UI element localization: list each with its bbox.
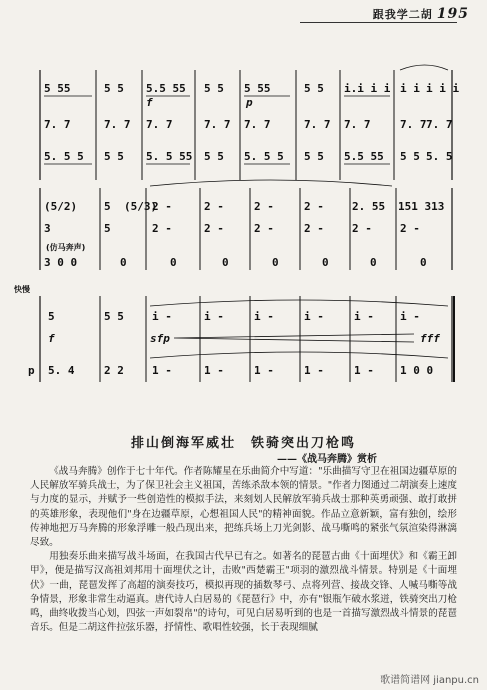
note-cell: 2 - xyxy=(254,222,274,235)
note-cell: 1 - xyxy=(152,364,172,377)
note-cell: 7. 7 xyxy=(400,118,427,131)
note-cell: 5.5 55 xyxy=(146,82,186,95)
tempo-mark: 快慢 xyxy=(14,285,30,294)
note-cell: 7. 7 xyxy=(344,118,371,131)
note-cell: 2 - xyxy=(152,222,172,235)
system1-row2 xyxy=(44,118,453,131)
note-cell: i - xyxy=(204,310,224,323)
note-cell: i i i xyxy=(426,82,460,95)
note-cell: 1 - xyxy=(304,364,324,377)
note-cell: 2. 55 xyxy=(352,200,386,213)
paragraph: 用独奏乐曲来描写战斗场面，在我国古代早已有之。如著名的琵琶古曲《十面埋伏》和《霸王卸甲》，便是描写汉高祖刘邦用十面埋伏之计，击败"西楚霸王"项羽的激烈战斗情景。特别是《十面埋伏》一曲，琵琶发挥了高超的演奏技巧，模拟再现的插数琴弓、点将列营、接战交锋、人喊马嘶等战争情景，形象非常生动逼真。唐代诗人白居易的《琵琶行》中，亦有"银瓶乍破水浆迸，铁骑突出刀枪鸣，曲终收拨当心划，四弦一声如裂帛"的诗句，可见白居易听到的也是一首描写激烈战斗情景的琵琶音乐。但是二胡这件拉弦乐器，抒情性、歌唱性较强，长于表现细腻 xyxy=(30,551,457,634)
note-cell: 5 5 xyxy=(104,310,124,323)
watermark: 歌谱简谱网 jianpu.cn xyxy=(380,675,479,686)
system2-row3 xyxy=(44,256,427,269)
note-cell: 2 - xyxy=(304,200,324,213)
note-cell: 2 - xyxy=(254,200,274,213)
note-cell: 0 xyxy=(322,256,329,269)
dynamic-mark: p xyxy=(28,364,35,377)
note-cell: 7. 7 xyxy=(426,118,453,131)
note-cell: i - xyxy=(254,310,274,323)
note-cell: 7. 7 xyxy=(304,118,331,131)
note-cell: (5/3) xyxy=(124,200,158,213)
article-subtitle: ——《战马奔腾》赏析 xyxy=(277,454,377,465)
note-cell: 5 5 xyxy=(304,150,324,163)
article-title: 排山倒海军威壮 铁骑突出刀枪鸣 xyxy=(130,436,356,451)
dynamic-mark: fff xyxy=(420,332,440,345)
note-cell: 5 xyxy=(104,200,111,213)
note-cell: 0 xyxy=(222,256,229,269)
note-cell: 1 - xyxy=(204,364,224,377)
note-cell: i - xyxy=(400,310,420,323)
note-cell: 5. 5 5 xyxy=(244,150,284,163)
note-cell: 1 0 0 xyxy=(400,364,434,377)
note-cell: 2 - xyxy=(152,200,172,213)
note-cell: 2 - xyxy=(352,222,372,235)
system2-row1 xyxy=(44,200,444,213)
note-cell: 5. 4 xyxy=(48,364,75,377)
note-cell: 5. 5 xyxy=(426,150,453,163)
note-cell: 5 5 xyxy=(104,150,124,163)
page-number: 195 xyxy=(436,6,469,22)
note-cell: 5 xyxy=(48,310,55,323)
note-cell: i - xyxy=(304,310,324,323)
note-cell: 5 5 xyxy=(400,150,420,163)
running-title: 跟我学二胡 xyxy=(372,8,433,21)
note-cell: 3 xyxy=(44,222,51,235)
note-cell: 0 xyxy=(272,256,279,269)
note-cell: 1 - xyxy=(254,364,274,377)
note-cell: 1 - xyxy=(354,364,374,377)
note-cell: 5 55 xyxy=(244,82,271,95)
note-cell: (5/2) xyxy=(44,200,78,213)
dynamic-mark: f xyxy=(146,96,153,109)
note-cell: 0 xyxy=(120,256,127,269)
note-cell: 5 5 xyxy=(204,150,224,163)
article-body xyxy=(30,465,457,635)
dynamic-mark: sfp xyxy=(150,332,170,345)
note-cell: 5 5 xyxy=(104,82,124,95)
note-cell: i - xyxy=(152,310,172,323)
dynamic-mark: p xyxy=(246,96,253,109)
note-cell: 2 - xyxy=(400,222,420,235)
note-cell: 7. 7 xyxy=(104,118,131,131)
note-cell: 5 xyxy=(104,222,111,235)
note-cell: 151 313 xyxy=(398,200,445,213)
note-cell: i.i i i xyxy=(344,82,391,95)
score-system-1 xyxy=(40,65,459,180)
part-label: (仿马奔声) xyxy=(46,243,86,252)
score-system-3 xyxy=(14,284,454,382)
note-cell: 5 5 xyxy=(304,82,324,95)
dynamic-mark: f xyxy=(48,332,55,345)
note-cell: 5. 5 5 xyxy=(44,150,84,163)
note-cell: 2 2 xyxy=(104,364,124,377)
note-cell: 2 - xyxy=(204,200,224,213)
note-cell: 7. 7 xyxy=(44,118,71,131)
system3-row1 xyxy=(48,310,420,323)
note-cell: 0 xyxy=(370,256,377,269)
note-cell: 5 55 xyxy=(44,82,71,95)
system3-row2 xyxy=(48,364,433,377)
note-cell: i - xyxy=(354,310,374,323)
note-cell: 0 xyxy=(170,256,177,269)
note-cell: 7. 7 xyxy=(244,118,271,131)
note-cell: 5.5 55 xyxy=(344,150,384,163)
note-cell: 5 5 xyxy=(204,82,224,95)
score-system-2 xyxy=(40,180,452,270)
system1-row3 xyxy=(44,150,453,163)
note-cell: 2 - xyxy=(204,222,224,235)
note-cell: 7. 7 xyxy=(204,118,231,131)
note-cell: 7. 7 xyxy=(146,118,173,131)
note-cell: i i xyxy=(400,82,420,95)
note-cell: 5. 5 55 xyxy=(146,150,193,163)
system1-row1 xyxy=(44,82,459,95)
note-cell: 2 - xyxy=(304,222,324,235)
note-cell: 0 xyxy=(420,256,427,269)
note-cell: 3 0 0 xyxy=(44,256,78,269)
paragraph: 《战马奔腾》创作于七十年代。作者陈耀星在乐曲简介中写道："乐曲描写守卫在祖国边疆草原的人民解放军骑兵战士，为了保卫社会主义祖国，苦练杀敌本领的情景。"作者力图通过二胡演奏上速度与力度的显示，并赋予一些创造性的模拟手法，来刻划人民解放军骑兵战士那种英勇顽强、敢打敢拼的英雄形象，表现他们"身在边疆草原，心想祖国人民"的精神面貌。作品立意新颖，富有独创，绘形传神地把万马奔腾的形象浮雕一般凸现出来，把练兵场上刀光剑影、战马嘶鸣的紧张气氛渲染得淋漓尽致。 xyxy=(30,466,457,549)
